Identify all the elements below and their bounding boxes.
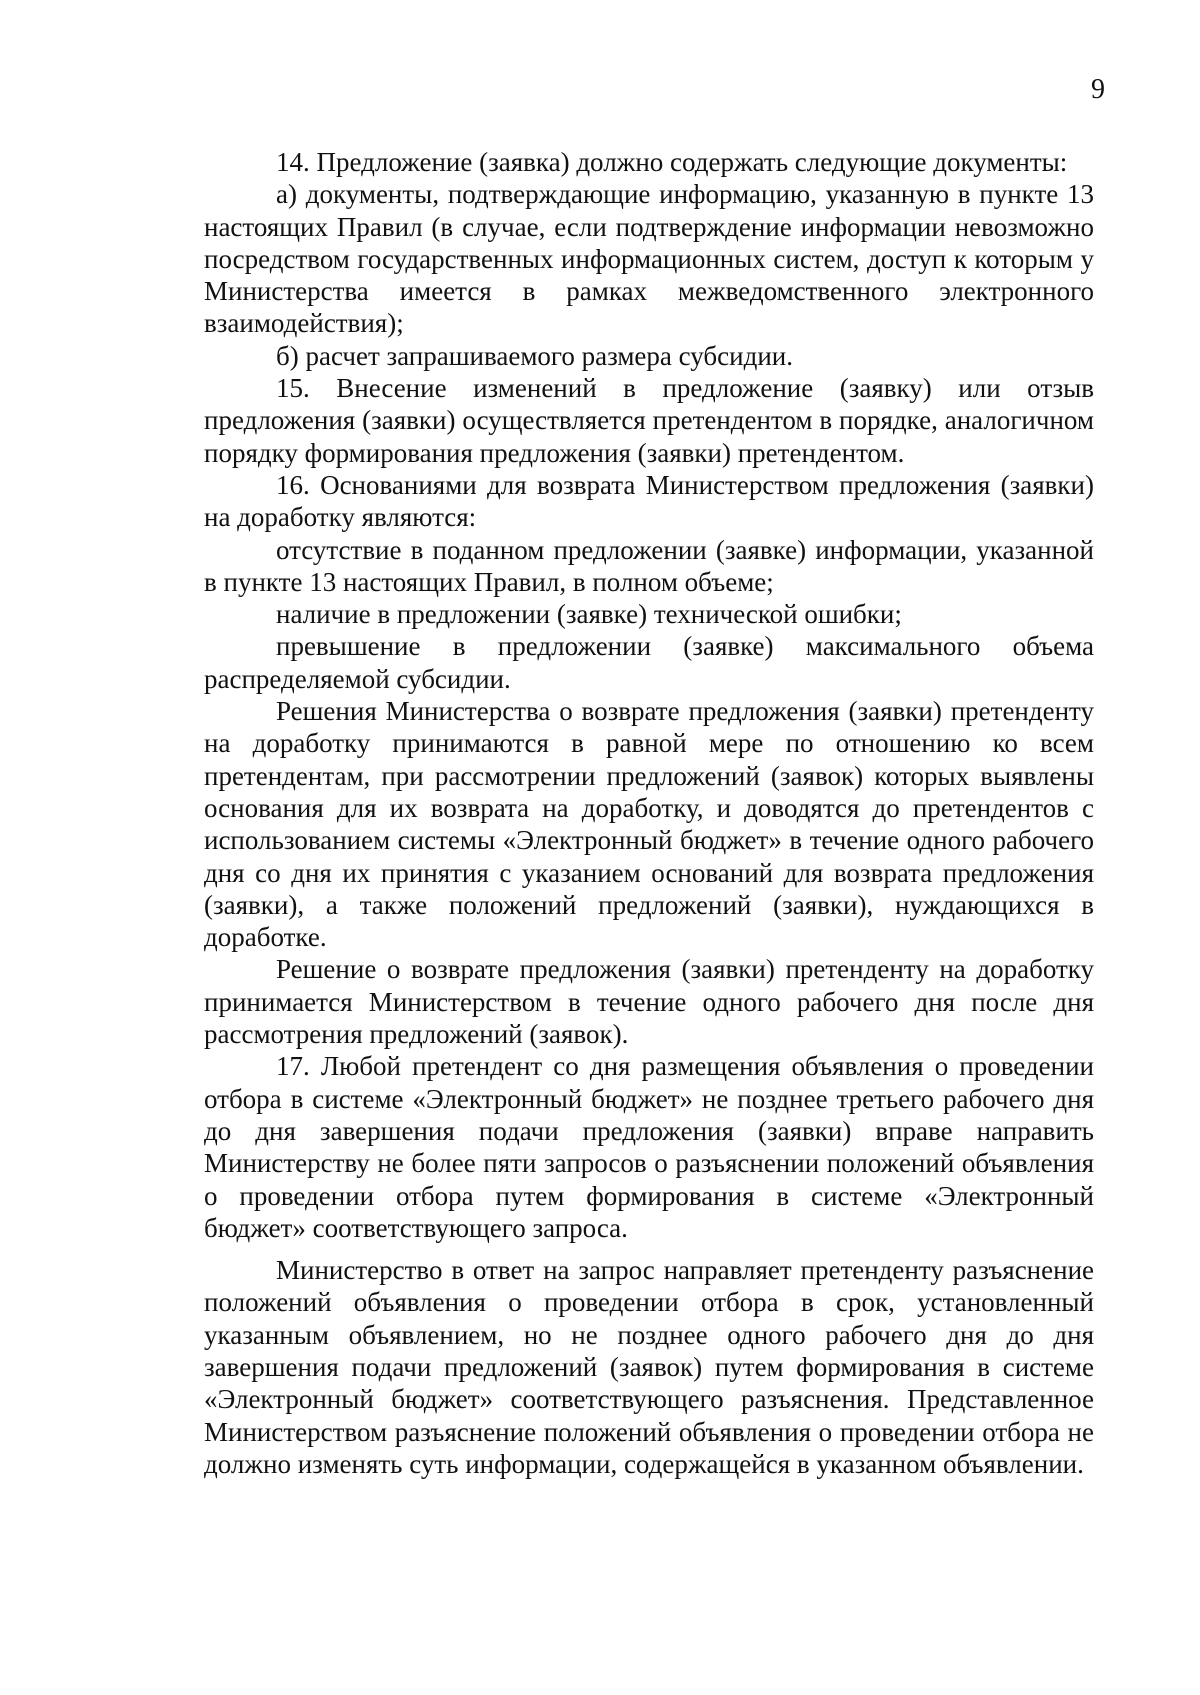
paragraph-15: 15. Внесение изменений в предложение (заявку) или отзыв предложения (заявки) осуществляется претендентом в порядке, аналогичном порядку формирования предложения (заявки) претендентом. <box>204 373 1094 468</box>
paragraph-16-ground-1: отсутствие в поданном предложении (заявке) информации, указанной в пункте 13 настоящих Правил, в полном объеме; <box>204 534 1094 597</box>
paragraph-14-item-a: а) документы, подтверждающие информацию, указанную в пункте 13 настоящих Правил (в случае, если подтверждение информации невозможно посредством государственных информационных систем, доступ к которым у Министерства имеется в рамках межведомственного электронного взаимодействия); <box>204 179 1094 339</box>
paragraph-17: 17. Любой претендент со дня размещения объявления о проведении отбора в системе «Электронный бюджет» не позднее третьего рабочего дня до дня завершения подачи предложения (заявки) вправе направить Министерству не более пяти запросов о разъяснении положений объявления о проведении отбора путем формирования в системе «Электронный бюджет» соответствующего запроса. <box>204 1051 1094 1243</box>
page-number: 9 <box>1091 74 1105 105</box>
paragraph-16-decisions: Решения Министерства о возврате предложения (заявки) претенденту на доработку принимаются в равной мере по отношению ко всем претендентам, при рассмотрении предложений (заявок) которых выявлены основания для их возврата на доработку, и доводятся до претендентов с использованием системы «Электронный бюджет» в течение одного рабочего дня со дня их принятия с указанием оснований для возврата предложения (заявки), а также положений предложений (заявки), нуждающихся в доработке. <box>204 696 1094 953</box>
paragraph-gap <box>204 1244 1094 1254</box>
paragraph-17-answer: Министерство в ответ на запрос направляет претенденту разъяснение положений объявления о проведении отбора в срок, установленный указанным объявлением, но не позднее одного рабочего дня до дня завершения подачи предложений (заявок) путем формирования в системе «Электронный бюджет» соответствующего разъяснения. Представленное Министерством разъяснение положений объявления о проведении отбора не должно изменять суть информации, содержащейся в указанном объявлении. <box>204 1255 1094 1479</box>
paragraph-16-decision: Решение о возврате предложения (заявки) претенденту на доработку принимается Министерством в течение одного рабочего дня после дня рассмотрения предложений (заявок). <box>204 954 1094 1050</box>
paragraph-16-intro: 16. Основаниями для возврата Министерством предложения (заявки) на доработку являются: <box>204 469 1094 533</box>
paragraph-14-intro: 14. Предложение (заявка) должно содержать следующие документы: <box>276 147 1068 177</box>
paragraph-16-ground-2: наличие в предложении (заявке) технической ошибки; <box>276 599 902 630</box>
paragraph-14-item-b: б) расчет запрашиваемого размера субсидии. <box>276 340 793 371</box>
document-body <box>204 146 1094 1480</box>
paragraph-16-ground-3: превышение в предложении (заявке) максимального объема распределяемой субсидии. <box>204 631 1094 694</box>
